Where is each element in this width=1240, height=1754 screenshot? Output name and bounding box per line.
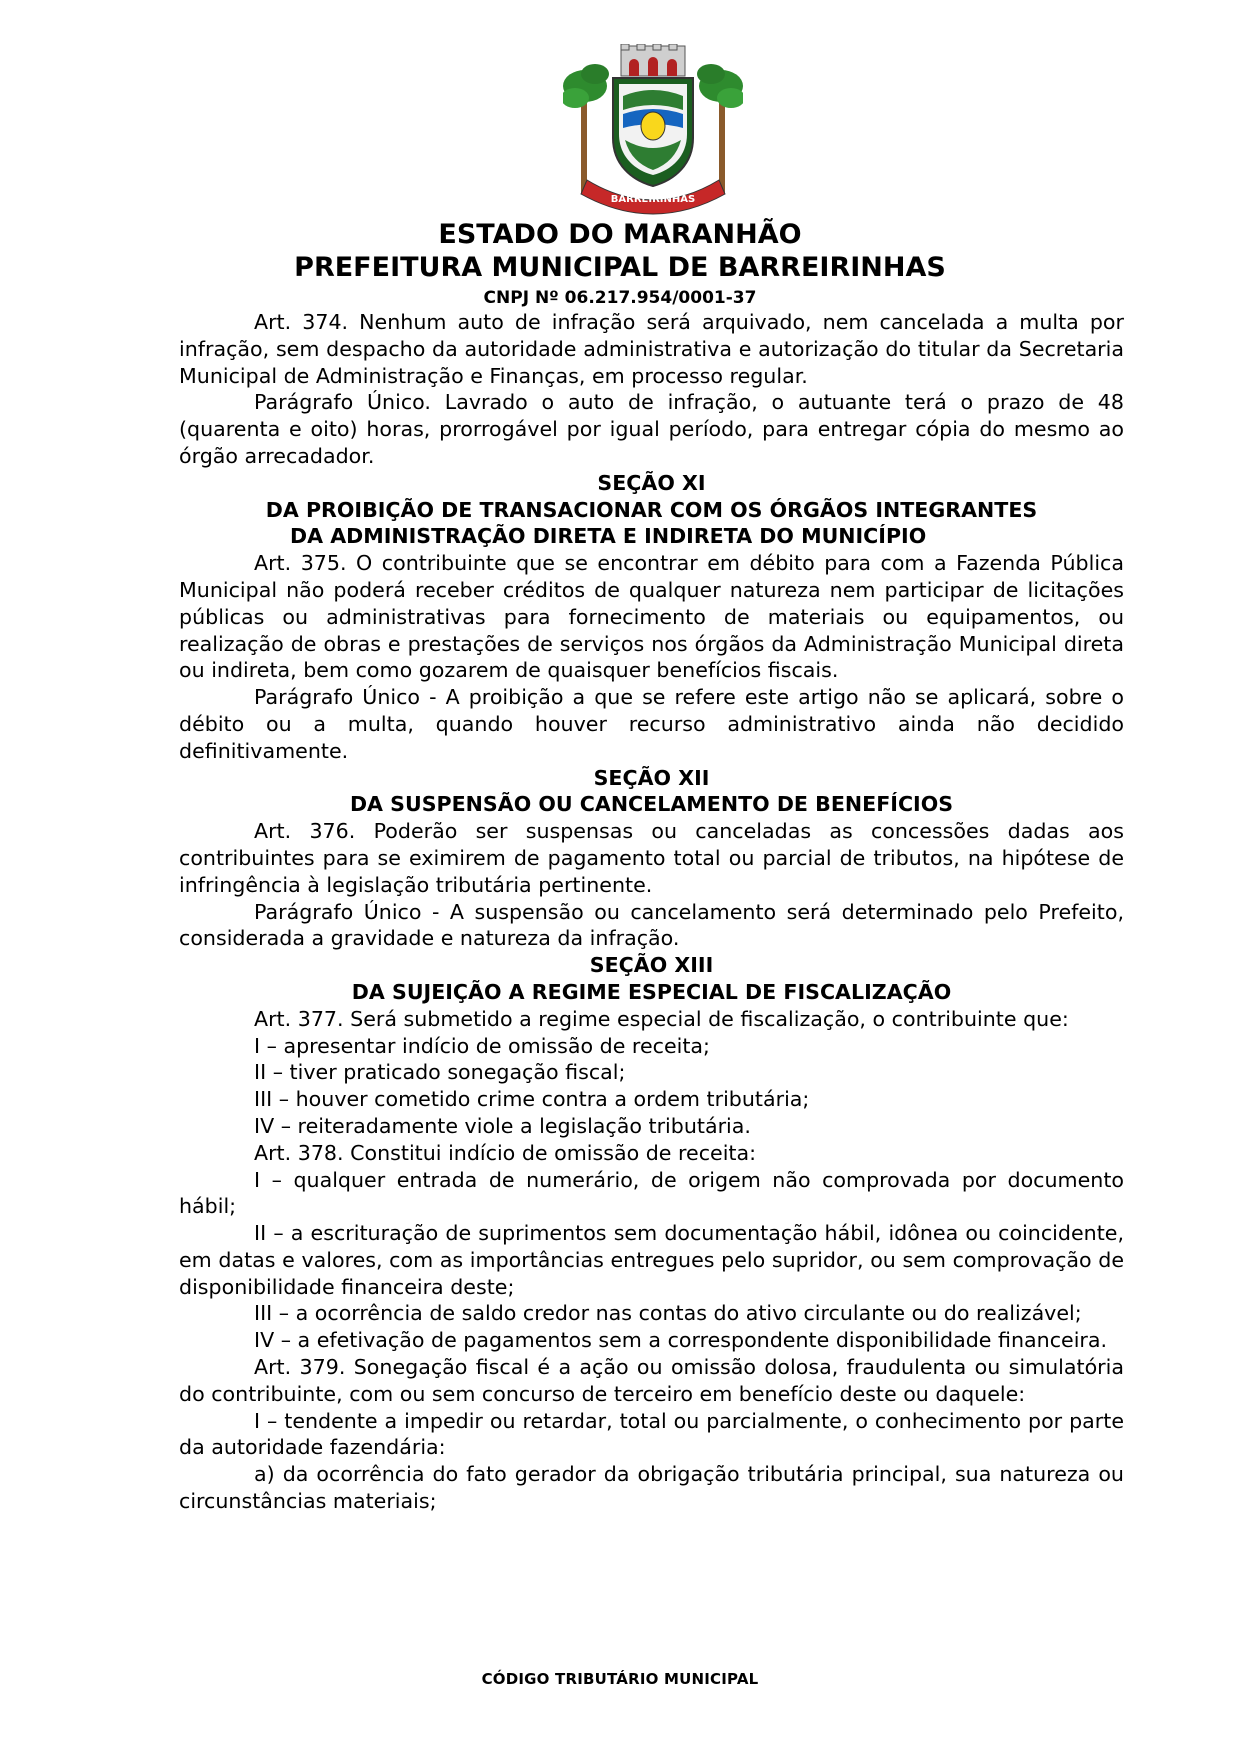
section-xi-title-line-2: DA ADMINISTRAÇÃO DIRETA E INDIRETA DO MUNICÍPIO (290, 524, 927, 549)
section-xi-label: SEÇÃO XI (597, 470, 706, 495)
section-xii-label: SEÇÃO XII (593, 765, 710, 790)
article-379: Art. 379. Sonegação fiscal é a ação ou omissão dolosa, fraudulenta ou simulatória do contribuinte, com ou sem concurso de terceiro em benefício deste ou daquele: (179, 1355, 1124, 1406)
article-377: Art. 377. Será submetido a regime especial de fiscalização, o contribuinte que: (254, 1006, 1069, 1031)
article-375-paragraph: Parágrafo Único - A proibição a que se refere este artigo não se aplicará, sobre o débito ou a multa, quando houver recurso administrativo ainda não decidido definitivamente. (179, 685, 1124, 763)
section-xii-title: DA SUSPENSÃO OU CANCELAMENTO DE BENEFÍCIOS (349, 792, 954, 817)
municipal-crest-icon (563, 44, 743, 218)
article-377-item: I – apresentar indício de omissão de receita; (254, 1033, 710, 1058)
article-375: Art. 375. O contribuinte que se encontrar em débito para com a Fazenda Pública Municipal não poderá receber créditos de qualquer natureza nem participar de licitações públicas ou administrativas para fornecimento de materiais ou equipamentos, ou realização de obras e prestações de serviços nos órgãos da Administração Municipal direta ou indireta, bem como gozarem de quaisquer benefícios fiscais. (179, 551, 1124, 683)
article-378-item: II – a escrituração de suprimentos sem documentação hábil, idônea ou coincidente, em datas e valores, com as importâncias entregues pelo supridor, ou sem comprovação de disponibilidade financeira deste; (179, 1221, 1124, 1299)
document-body (179, 309, 1124, 1515)
article-377-item: III – houver cometido crime contra a ordem tributária; (254, 1087, 810, 1112)
article-376: Art. 376. Poderão ser suspensas ou canceladas as concessões dadas aos contribuintes para se eximirem de pagamento total ou parcial de tributos, na hipótese de infringência à legislação tributária pertinente. (179, 819, 1124, 897)
article-378-item: IV – a efetivação de pagamentos sem a correspondente disponibilidade financeira. (254, 1328, 1108, 1353)
article-376-paragraph: Parágrafo Único - A suspensão ou cancelamento será determinado pelo Prefeito, considerada a gravidade e natureza da infração. (179, 899, 1124, 951)
prefecture-title: PREFEITURA MUNICIPAL DE BARREIRINHAS (294, 252, 946, 283)
state-title: ESTADO DO MARANHÃO (438, 219, 802, 250)
footer-title: CÓDIGO TRIBUTÁRIO MUNICIPAL (481, 1670, 759, 1688)
article-377-item: II – tiver praticado sonegação fiscal; (254, 1060, 626, 1085)
article-374-paragraph: Parágrafo Único. Lavrado o auto de infração, o autuante terá o prazo de 48 (quarenta e oito) horas, prorrogável por igual período, para entregar cópia do mesmo ao órgão arrecadador. (179, 390, 1124, 468)
svg-text:BARREIRINHAS: BARREIRINHAS (610, 194, 696, 205)
article-378: Art. 378. Constitui indício de omissão de receita: (254, 1140, 757, 1165)
section-xiii-title: DA SUJEIÇÃO A REGIME ESPECIAL DE FISCALIZAÇÃO (351, 979, 952, 1004)
section-xi-title-line-1: DA PROIBIÇÃO DE TRANSACIONAR COM OS ÓRGÃOS INTEGRANTES (265, 497, 1038, 522)
article-374: Art. 374. Nenhum auto de infração será arquivado, nem cancelada a multa por infração, sem despacho da autoridade administrativa e autorização do titular da Secretaria Municipal de Administração e Finanças, em processo regular. (179, 310, 1124, 388)
article-378-item: I – qualquer entrada de numerário, de origem não comprovada por documento hábil; (179, 1167, 1124, 1219)
article-379-item: I – tendente a impedir ou retardar, total ou parcialmente, o conhecimento por parte da autoridade fazendária: (179, 1408, 1124, 1460)
cnpj-line: CNPJ Nº 06.217.954/0001-37 (483, 288, 757, 308)
section-xiii-label: SEÇÃO XIII (589, 953, 714, 978)
article-378-item: III – a ocorrência de saldo credor nas contas do ativo circulante ou do realizável; (254, 1301, 1082, 1326)
article-377-item: IV – reiteradamente viole a legislação tributária. (254, 1113, 751, 1138)
article-379-subitem: a) da ocorrência do fato gerador da obrigação tributária principal, sua natureza ou circunstâncias materiais; (179, 1462, 1124, 1514)
